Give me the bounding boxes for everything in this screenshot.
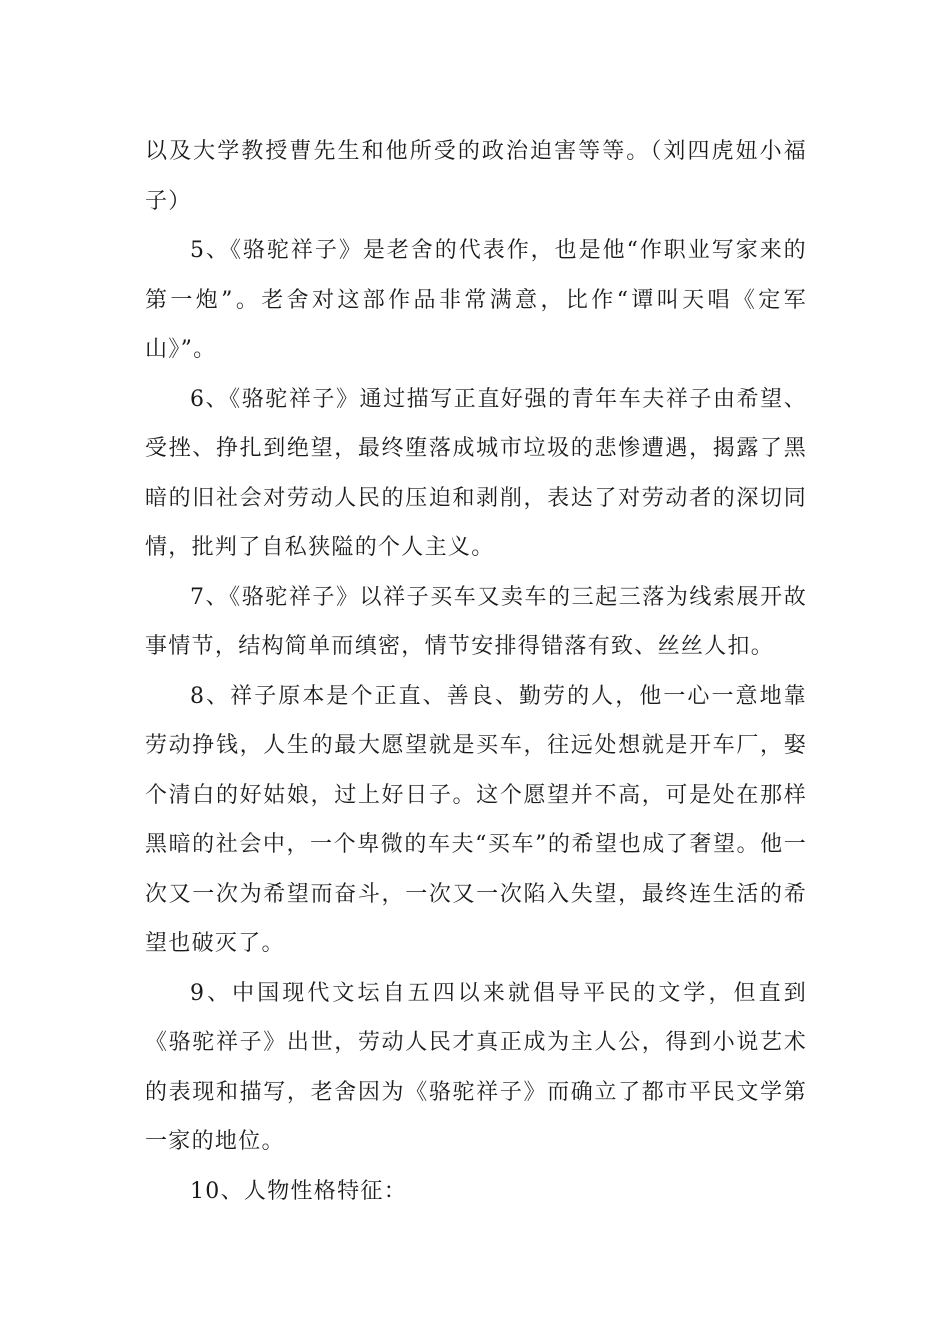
paragraph-8: 8、祥子原本是个正直、善良、勤劳的人，他一心一意地靠劳动挣钱，人生的最大愿望就是买车，往远处想就是开车厂，娶个清白的好姑娘，过上好日子。这个愿望并不高，可是处在那样黑暗的社会中，一个卑微的车夫“买车”的希望也成了奢望。他一次又一次为希望而奋斗，一次又一次陷入失望，最终连生活的希望也破灭了。: [145, 683, 807, 956]
paragraph-6: 6、《骆驼祥子》通过描写正直好强的青年车夫祥子由希望、受挫、挣扎到绝望，最终堕落成城市垃圾的悲惨遭遇，揭露了黑暗的旧社会对劳动人民的压迫和剥削，表达了对劳动者的深切同情，批判了自私狭隘的个人主义。: [145, 386, 807, 560]
document-body: [145, 127, 807, 1216]
paragraph-7: 7、《骆驼祥子》以祥子买车又卖车的三起三落为线索展开故事情节，结构简单而缜密，情节安排得错落有致、丝丝人扣。: [145, 584, 807, 659]
paragraph-9: 9、中国现代文坛自五四以来就倡导平民的文学，但直到《骆驼祥子》出世，劳动人民才真正成为主人公，得到小说艺术的表现和描写，老舍因为《骆驼祥子》而确立了都市平民文学第一家的地位。: [145, 980, 807, 1154]
paragraph-5: 5、《骆驼祥子》是老舍的代表作，也是他“作职业写家来的第一炮”。老舍对这部作品非常满意，比作“谭叫天唱《定军山》”。: [145, 238, 807, 362]
paragraph-10-heading: 10、人物性格特征：: [190, 1178, 407, 1204]
paragraph-continuation: 以及大学教授曹先生和他所受的政治迫害等等。（刘四虎妞小福子）: [145, 139, 807, 214]
